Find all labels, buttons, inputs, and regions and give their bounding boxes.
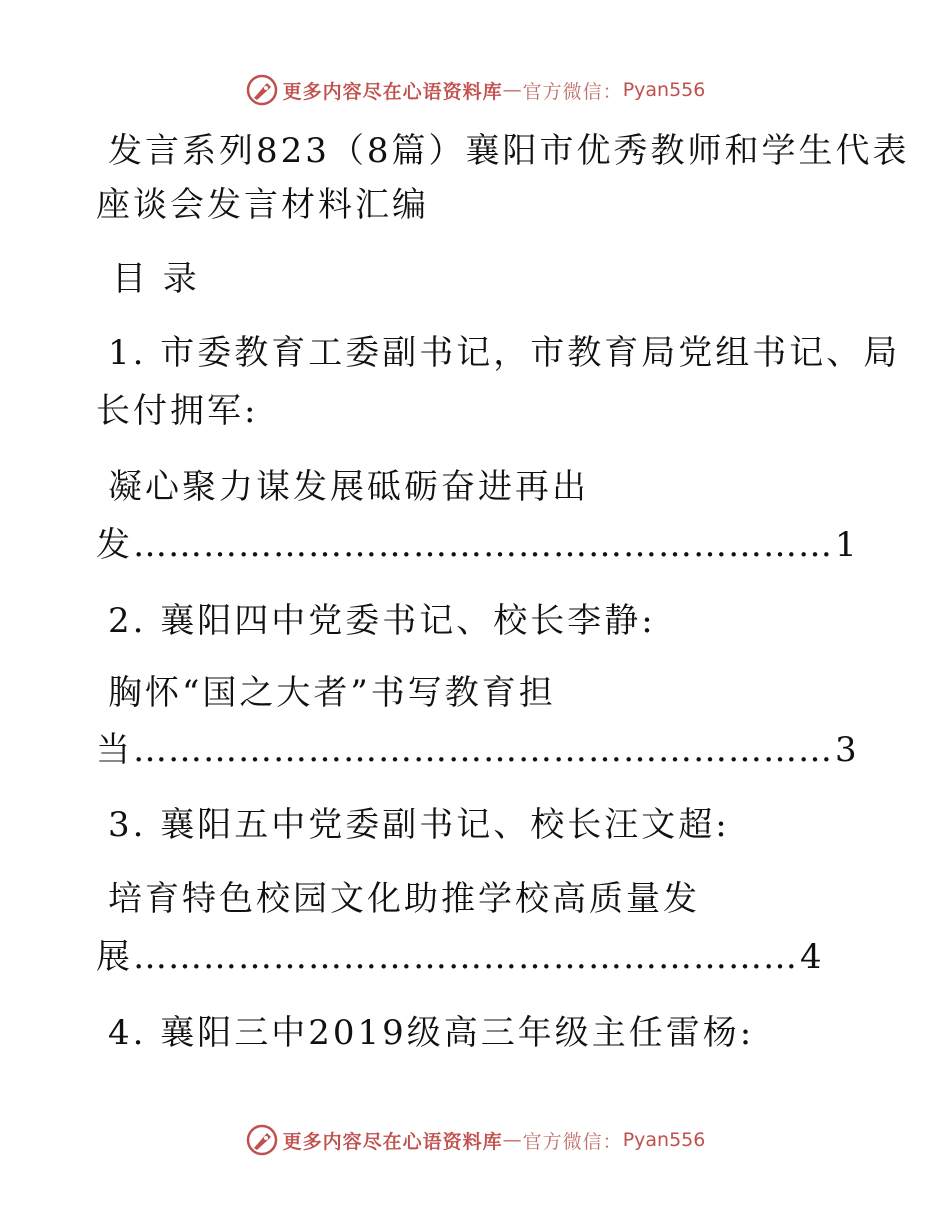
toc-heading: 目 录 xyxy=(112,259,200,299)
toc-entry-1-leader-dots: …………………………………………………… xyxy=(133,525,833,565)
toc-entry-3-topic-tail: 展 xyxy=(96,937,133,977)
watermark-brand: 更多内容尽在心语资料库 xyxy=(282,80,503,103)
watermark-contact-prefix: 官方微信： xyxy=(522,1130,623,1153)
document-title-line2: 座谈会发言材料汇编 xyxy=(96,185,429,225)
toc-entry-3-page-number: 4 xyxy=(800,937,825,977)
toc-entry-1-topic-tail: 发 xyxy=(96,525,133,565)
toc-entry-4-speaker-line1: 4. 襄阳三中2019级高三年级主任雷杨: xyxy=(108,1013,755,1053)
toc-entry-2-page-line[interactable] xyxy=(96,727,860,773)
watermark-contact-prefix: 官方微信： xyxy=(522,80,623,103)
watermark-separator: — xyxy=(502,79,523,101)
toc-entry-1-speaker-line2: 长付拥军: xyxy=(96,391,259,431)
watermark-banner-bottom xyxy=(0,1120,950,1160)
toc-entry-3-leader-dots: ………………………………………………… xyxy=(133,937,798,977)
watermark-wechat-id: Pyan556 xyxy=(622,1129,706,1151)
toc-entry-2-page-number: 3 xyxy=(835,730,860,770)
pen-nib-logo-icon xyxy=(245,1123,279,1157)
watermark-brand: 更多内容尽在心语资料库 xyxy=(282,1130,503,1153)
toc-entry-3-page-line[interactable] xyxy=(96,934,825,980)
toc-entry-2-leader-dots: …………………………………………………… xyxy=(133,730,833,770)
toc-entry-1-page-line[interactable] xyxy=(96,522,860,568)
pen-nib-logo-icon xyxy=(245,73,279,107)
toc-entry-1-topic: 凝心聚力谋发展砥砺奋进再出 xyxy=(108,467,589,507)
toc-entry-3-speaker-line1: 3. 襄阳五中党委副书记、校长汪文超: xyxy=(108,805,730,845)
toc-entry-2-topic: 胸怀“国之大者”书写教育担 xyxy=(108,673,556,713)
watermark-wechat-id: Pyan556 xyxy=(622,79,706,101)
toc-entry-2-topic-tail: 当 xyxy=(96,730,133,770)
watermark-separator: — xyxy=(502,1129,523,1151)
toc-entry-3-topic: 培育特色校园文化助推学校高质量发 xyxy=(108,879,700,919)
watermark-banner-top xyxy=(0,70,950,110)
toc-entry-1-speaker-line1: 1. 市委教育工委副书记，市教育局党组书记、局 xyxy=(108,333,901,373)
toc-entry-2-speaker-line1: 2. 襄阳四中党委书记、校长李静: xyxy=(108,601,656,641)
toc-entry-1-page-number: 1 xyxy=(835,525,860,565)
document-title-line1: 发言系列823（8篇）襄阳市优秀教师和学生代表 xyxy=(108,131,910,171)
